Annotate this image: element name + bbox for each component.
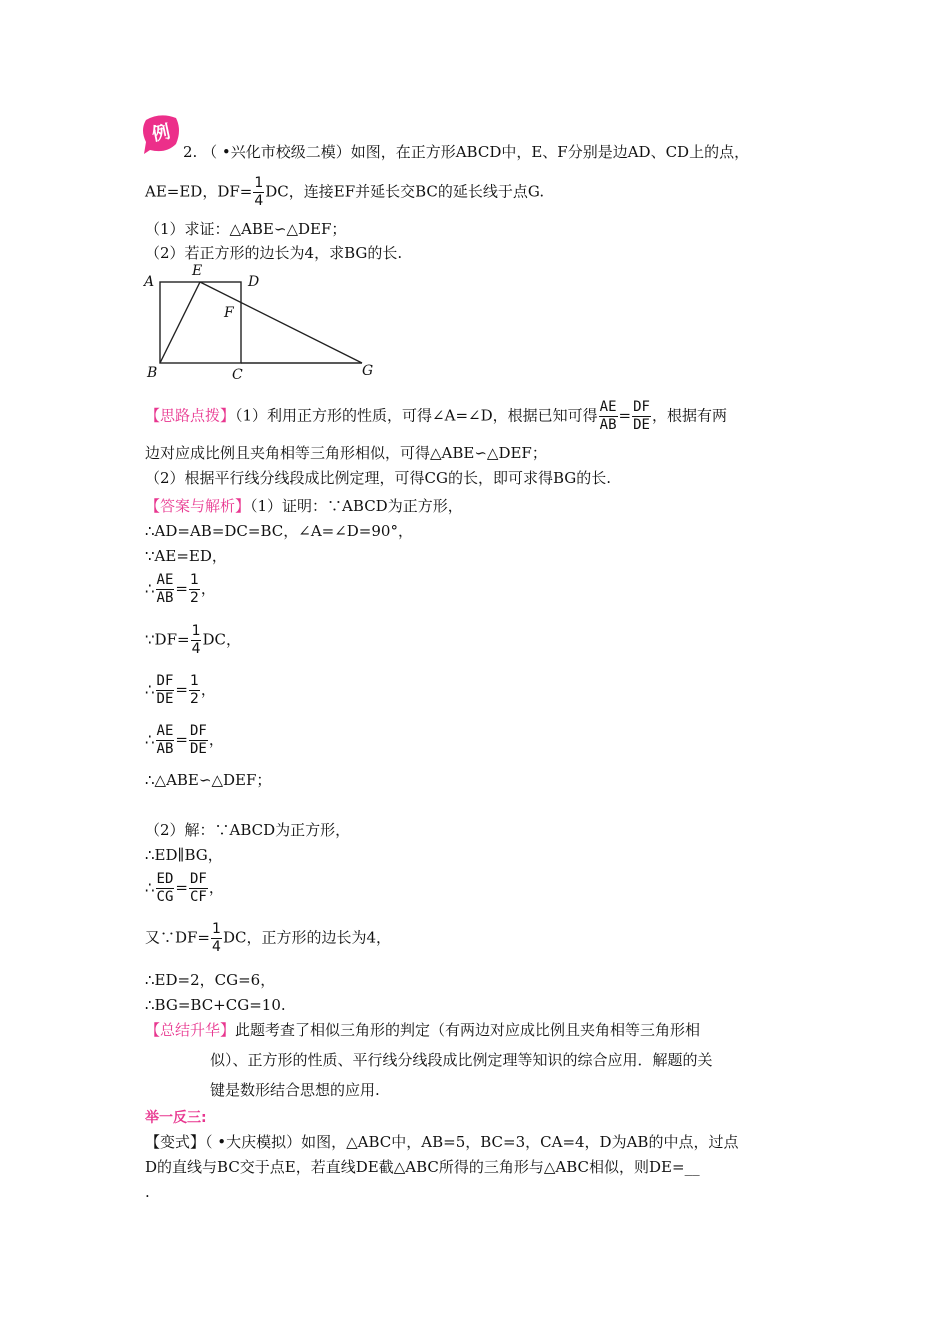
answer-line-2: ∴AD=AB=DC=BC，∠A=∠D=90°， [145,522,413,540]
problem-line-1-text: 如图，在正方形ABCD中，E、F分别是边AD、CD上的点， [350,143,750,161]
question-1: （1）求证：△ABE∽△DEF； [145,220,347,238]
segment-be [160,282,200,363]
fraction-ae-ab: $\frac{AE}{AB}$ [599,399,617,433]
fraction-one-quarter: $\frac{1}{4}$ [254,175,264,209]
answer-similar: ∴△ABE∽△DEF； [145,771,272,789]
summary-line-2: 似）、正方形的性质、平行线分线段成比例定理等知识的综合应用．解题的关 [210,1051,713,1069]
label-c: C [232,367,243,383]
question-2: （2）若正方形的边长为4，求BG的长. [145,244,403,262]
hint-line-1-a: （1）利用正方形的性质，可得∠A=∠D，根据已知可得 [235,406,598,425]
example-badge-char: 例 [150,121,173,146]
answer-line-1 [145,496,463,516]
answer-tag: 【答案与解析】 [145,497,251,515]
answer-p1: （1）证明：∵ABCD为正方形， [250,497,463,515]
answer-parallel: ∴ED∥BG， [145,846,223,864]
problem-line-2 [145,176,544,209]
hint-eq: = [618,406,632,425]
label-e: E [192,263,203,279]
label-d: D [248,274,260,290]
geometry-figure [140,262,380,384]
hint-tag: 【思路点拨】 [145,406,236,425]
answer-frac-df-de-half: ∴ $\frac{DF}{DE}$ = $\frac{1}{2}$ ， [145,673,216,707]
segment-eg [200,282,362,363]
problem-number: 2. [183,143,198,161]
answer-line-3: ∵AE=ED， [145,547,227,565]
hint-line-2: 边对应成比例且夹角相等三角形相似，可得△ABE∽△DEF； [145,444,547,462]
fraction-df-de: $\frac{DF}{DE}$ [633,399,650,433]
answer-you-because: 又∵DF= $\frac{1}{4}$ DC，正方形的边长为4， [145,921,391,955]
problem-line-1 [183,142,749,162]
variant-line-3: . [145,1183,150,1201]
label-f: F [224,305,234,321]
answer-frac-ae-ab-half: ∴ $\frac{AE}{AB}$ = $\frac{1}{2}$ ， [145,572,216,606]
summary-line-3: 键是数形结合思想的应用. [210,1081,380,1099]
problem-source: （ •兴化市校级二模） [202,143,351,161]
answer-part-2: （2）解：∵ABCD为正方形， [145,821,351,839]
label-b: B [147,365,158,381]
answer-bg: ∴BG=BC+CG=10. [145,996,286,1014]
square-abcd [160,282,241,363]
summary-tag: 【总结升华】 [145,1021,236,1039]
label-a: A [144,274,155,290]
answer-df-quarter: ∵DF= $\frac{1}{4}$ DC， [145,623,241,657]
example-badge [140,112,182,154]
variant-tag: 【变式】 [145,1133,206,1151]
label-g: G [362,363,374,379]
problem-line-2-a: AE=ED，DF= [145,182,253,201]
answer-frac-ratio-equal: ∴ $\frac{AE}{AB}$ = $\frac{DF}{DE}$ ， [145,723,224,757]
hint-line-1-b: ，根据有两 [651,406,727,425]
variant-line-1: 【变式】（ •大庆模拟）如图，△ABC中，AB=5，BC=3，CA=4，D为AB的中点，过点 [145,1133,739,1151]
variant-line-2: D的直线与BC交于点E，若直线DE截△ABC所得的三角形与△ABC相似，则DE=__ [145,1158,700,1176]
problem-line-2-b: DC，连接EF并延长交BC的延长线于点G. [265,182,545,201]
hint-line-1 [145,400,727,433]
answer-ed-cg: ∴ED=2，CG=6， [145,971,276,989]
summary-line-1: 【总结升华】此题考查了相似三角形的判定（有两边对应成比例且夹角相等三角形相 [145,1021,701,1039]
hint-line-3: （2）根据平行线分线段成比例定理，可得CG的长，即可求得BG的长. [145,469,612,487]
variant-heading: 举一反三: [145,1110,207,1126]
answer-frac-ed-cg: ∴ $\frac{ED}{CG}$ = $\frac{DF}{CF}$ ， [145,871,224,905]
